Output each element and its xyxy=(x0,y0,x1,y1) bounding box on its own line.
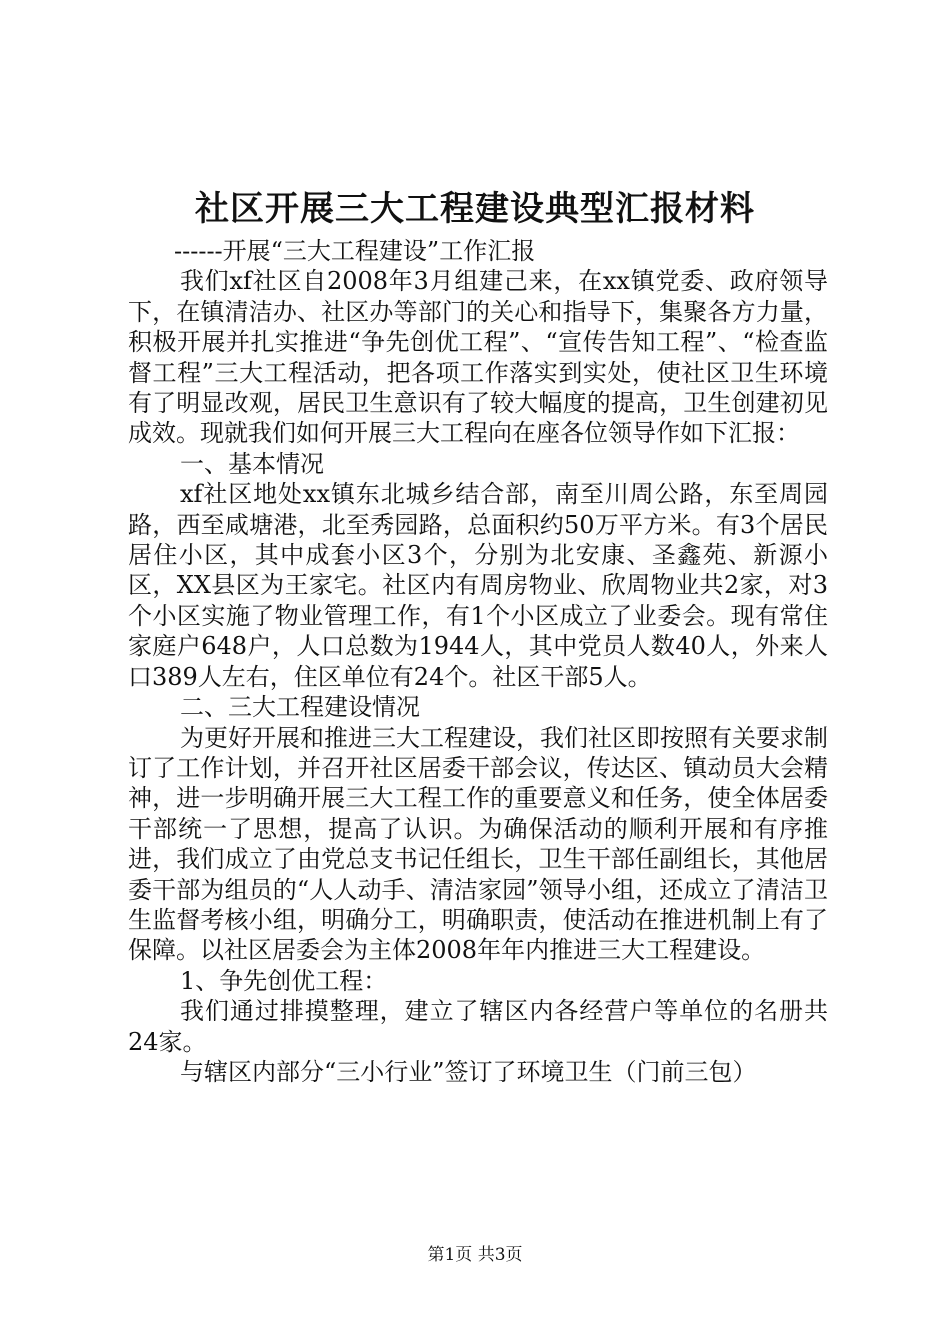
paragraph-excellence-2: 与辖区内部分“三小行业”签订了环境卫生（门前三包） xyxy=(180,1057,757,1086)
section-heading-three-projects: 二、三大工程建设情况 xyxy=(180,693,420,722)
page-footer: 第1页 共3页 xyxy=(427,1245,523,1265)
document-subtitle: ------开展“三大工程建设”工作汇报 xyxy=(174,237,536,265)
paragraph-intro: 我们xf社区自2008年3月组建己来，在xx镇党委、政府领导下，在镇清洁办、社区办等部门的关心和指导下，集聚各方力量，积极开展并扎实推进“争先创优工程”、“宣传告知工程”、“检查监督工程”三大工程活动，把各项工作落实到实处，使社区卫生环境有了明显改观，居民卫生意识有了较大幅度的提高，卫生创建初见成效。现就我们如何开展三大工程向在座各位领导作如下汇报： xyxy=(128,267,828,448)
paragraph-excellence-1: 我们通过排摸整理，建立了辖区内各经营户等单位的名册共24家。 xyxy=(128,997,828,1056)
paragraph-basic-info: xf社区地处xx镇东北城乡结合部，南至川周公路，东至周园路，西至咸塘港，北至秀园路，总面积约50万平方米。有3个居民居住小区，其中成套小区3个，分别为北安康、圣鑫苑、新源小区，XX县区为王家宅。社区内有周房物业、欣周物业共2家，对3个小区实施了物业管理工作，有1个小区成立了业委会。现有常住家庭户648户，人口总数为1944人，其中党员人数40人，外来人口389人左右，住区单位有24个。社区干部5人。 xyxy=(128,480,828,691)
document-title: 社区开展三大工程建设典型汇报材料 xyxy=(195,189,755,229)
paragraph-three-projects: 为更好开展和推进三大工程建设，我们社区即按照有关要求制订了工作计划，并召开社区居委干部会议，传达区、镇动员大会精神，进一步明确开展三大工程工作的重要意义和任务，使全体居委干部统一了思想，提高了认识。为确保活动的顺利开展和有序推进，我们成立了由党总支书记任组长，卫生干部任副组长，其他居委干部为组员的“人人动手、清洁家园”领导小组，还成立了清洁卫生监督考核小组，明确分工，明确职责，使活动在推进机制上有了保障。以社区居委会为主体2008年年内推进三大工程建设。 xyxy=(128,723,828,965)
section-heading-basic-info: 一、基本情况 xyxy=(180,449,324,478)
subsection-heading-excellence: 1、争先创优工程： xyxy=(180,966,388,995)
document-body xyxy=(128,236,828,1087)
